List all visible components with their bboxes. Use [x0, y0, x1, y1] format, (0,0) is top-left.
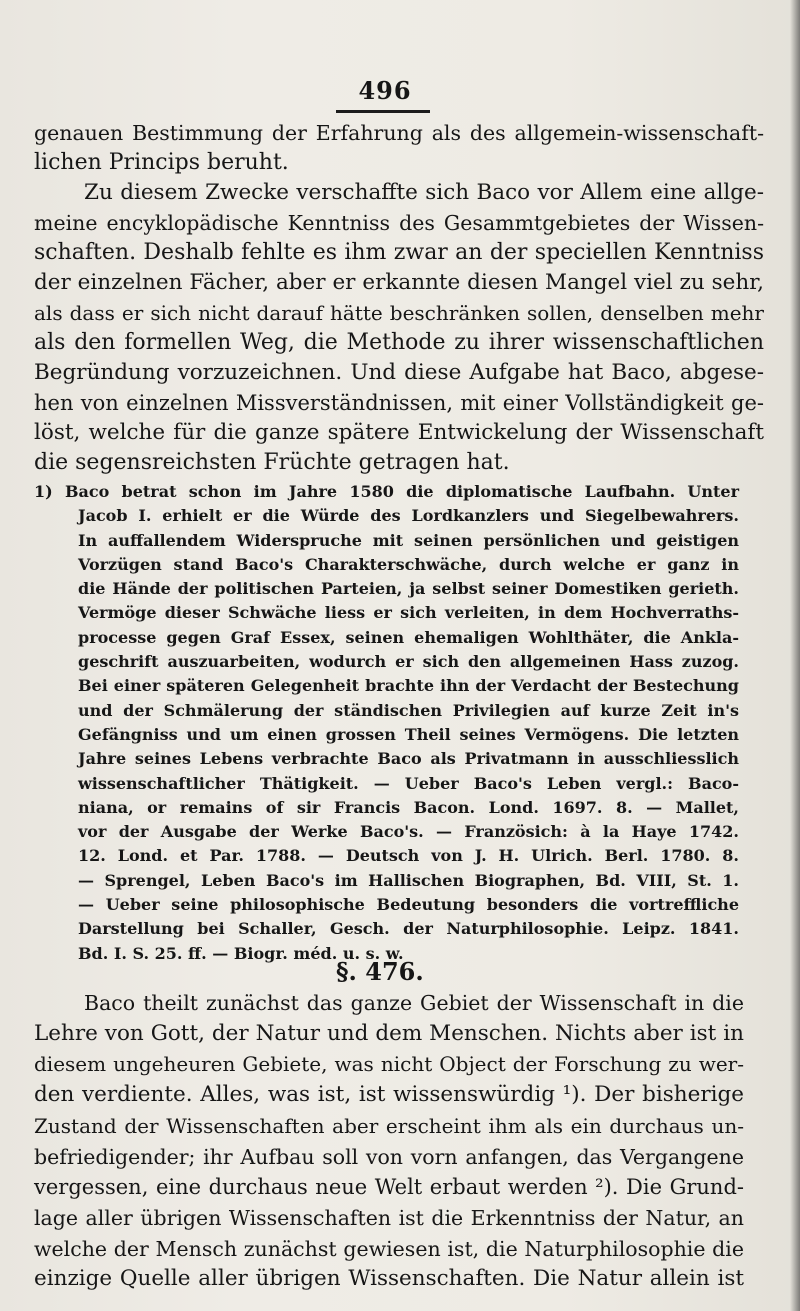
footnote-line: Darstellung bei Schaller, Gesch. der Naturphilosophie. Leipz. 1841. [78, 919, 739, 939]
footnote-line: — Ueber seine philosophische Bedeutung besonders die vortreffliche [78, 895, 739, 915]
text-line: die segensreichsten Früchte getragen hat. [34, 450, 510, 475]
text-line: Begründung vorzuzeichnen. Und diese Aufgabe hat Baco, abgese- [34, 360, 764, 385]
footnote-line: — Sprengel, Leben Baco's im Hallischen Biographen, Bd. VIII, St. 1. [78, 870, 739, 890]
text-line: genauen Bestimmung der Erfahrung als des allgemein-wissenschaft- [34, 121, 764, 145]
footnote-line: Vorzügen stand Baco's Charakterschwäche, durch welche er ganz in [78, 554, 739, 574]
footnote-line: Bd. I. S. 25. ff. — Biogr. méd. u. s. w. [78, 943, 404, 963]
text-line: Lehre von Gott, der Natur und dem Menschen. Nichts aber ist in [34, 1020, 744, 1046]
text-line: löst, welche für die ganze spätere Entwickelung der Wissenschaft [34, 420, 764, 445]
footnote-line: In auffallendem Widerspruche mit seinen persönlichen und geistigen [78, 530, 739, 550]
footnote-line: wissenschaftlicher Thätigkeit. — Ueber Baco's Leben vergl.: Baco- [78, 773, 739, 793]
footnote-line: und der Schmälerung der ständischen Privilegien auf kurze Zeit in's [78, 700, 739, 720]
text-line: vergessen, eine durchaus neue Welt erbaut werden ²). Die Grund- [34, 1175, 744, 1200]
footnote-line: Gefängniss und um einen grossen Theil seines Vermögens. Die letzten [78, 724, 739, 744]
footnote-line: 12. Lond. et Par. 1788. — Deutsch von J. H. Ulrich. Berl. 1780. 8. [78, 846, 739, 866]
text-line: der einzelnen Fächer, aber er erkannte diesen Mangel viel zu sehr, [34, 270, 764, 295]
text-line: schaften. Deshalb fehlte es ihm zwar an der speciellen Kenntniss [34, 240, 764, 265]
footnote-line: Jahre seines Lebens verbrachte Baco als Privatmann in ausschliesslich [78, 749, 739, 769]
paragraph-main [34, 118, 764, 478]
text-line: einzige Quelle aller übrigen Wissenschaften. Die Natur allein ist [34, 1266, 744, 1292]
footnote-line: geschrift auszuarbeiten, wodurch er sich den allgemeinen Hass zuzog. [78, 652, 739, 672]
page-number-rule [336, 110, 430, 113]
text-line: als dass er sich nicht darauf hätte beschränken sollen, denselben mehr [34, 301, 764, 325]
text-line: den verdiente. Alles, was ist, ist wissenswürdig ¹). Der bisherige [34, 1082, 744, 1108]
text-line: diesem ungeheuren Gebiete, was nicht Object der Forschung zu wer- [34, 1052, 744, 1077]
footnote-line: Jacob I. erhielt er die Würde des Lordkanzlers und Siegelbewahrers. [78, 506, 739, 526]
paragraph-section-476 [34, 988, 744, 1295]
text-line: meine encyklopädische Kenntniss des Gesammtgebietes der Wissen- [34, 211, 764, 235]
section-heading: §. 476. [336, 957, 424, 986]
footnote-line: Bei einer späteren Gelegenheit brachte ihn der Verdacht der Bestechung [78, 676, 739, 696]
footnote-line: Vermöge dieser Schwäche liess er sich verleiten, in dem Hochverraths- [78, 603, 739, 623]
footnote-line: 1) Baco betrat schon im Jahre 1580 die diplomatische Laufbahn. Unter [34, 482, 739, 501]
footnote-line: processe gegen Graf Essex, seinen ehemaligen Wohlthäter, die Ankla- [78, 627, 739, 647]
page-edge-shadow [790, 0, 800, 1311]
text-line: Baco theilt zunächst das ganze Gebiet der Wissenschaft in die [84, 991, 744, 1015]
footnote [34, 480, 739, 966]
text-line: Zustand der Wissenschaften aber erscheint ihm als ein durchaus un- [34, 1113, 744, 1138]
footnote-line: vor der Ausgabe der Werke Baco's. — Französich: à la Haye 1742. [78, 822, 739, 842]
text-line: lichen Princips beruht. [34, 150, 289, 175]
footnote-line: die Hände der politischen Parteien, ja selbst seiner Domestiken gerieth. [78, 579, 739, 599]
text-line: Zu diesem Zwecke verschaffte sich Baco vor Allem eine allge- [84, 180, 764, 205]
footnote-line: niana, or remains of sir Francis Bacon. Lond. 1697. 8. — Mallet, [78, 797, 739, 817]
page-number: 496 [358, 76, 412, 105]
text-line: welche der Mensch zunächst gewiesen ist, die Naturphilosophie die [34, 1236, 744, 1261]
text-line: lage aller übrigen Wissenschaften ist die Erkenntniss der Natur, an [34, 1205, 744, 1230]
text-line: befriedigender; ihr Aufbau soll von vorn anfangen, das Vergangene [34, 1144, 744, 1169]
text-line: als den formellen Weg, die Methode zu ihrer wissenschaftlichen [34, 330, 764, 355]
text-line: hen von einzelnen Missverständnissen, mit einer Vollständigkeit ge- [34, 391, 764, 415]
